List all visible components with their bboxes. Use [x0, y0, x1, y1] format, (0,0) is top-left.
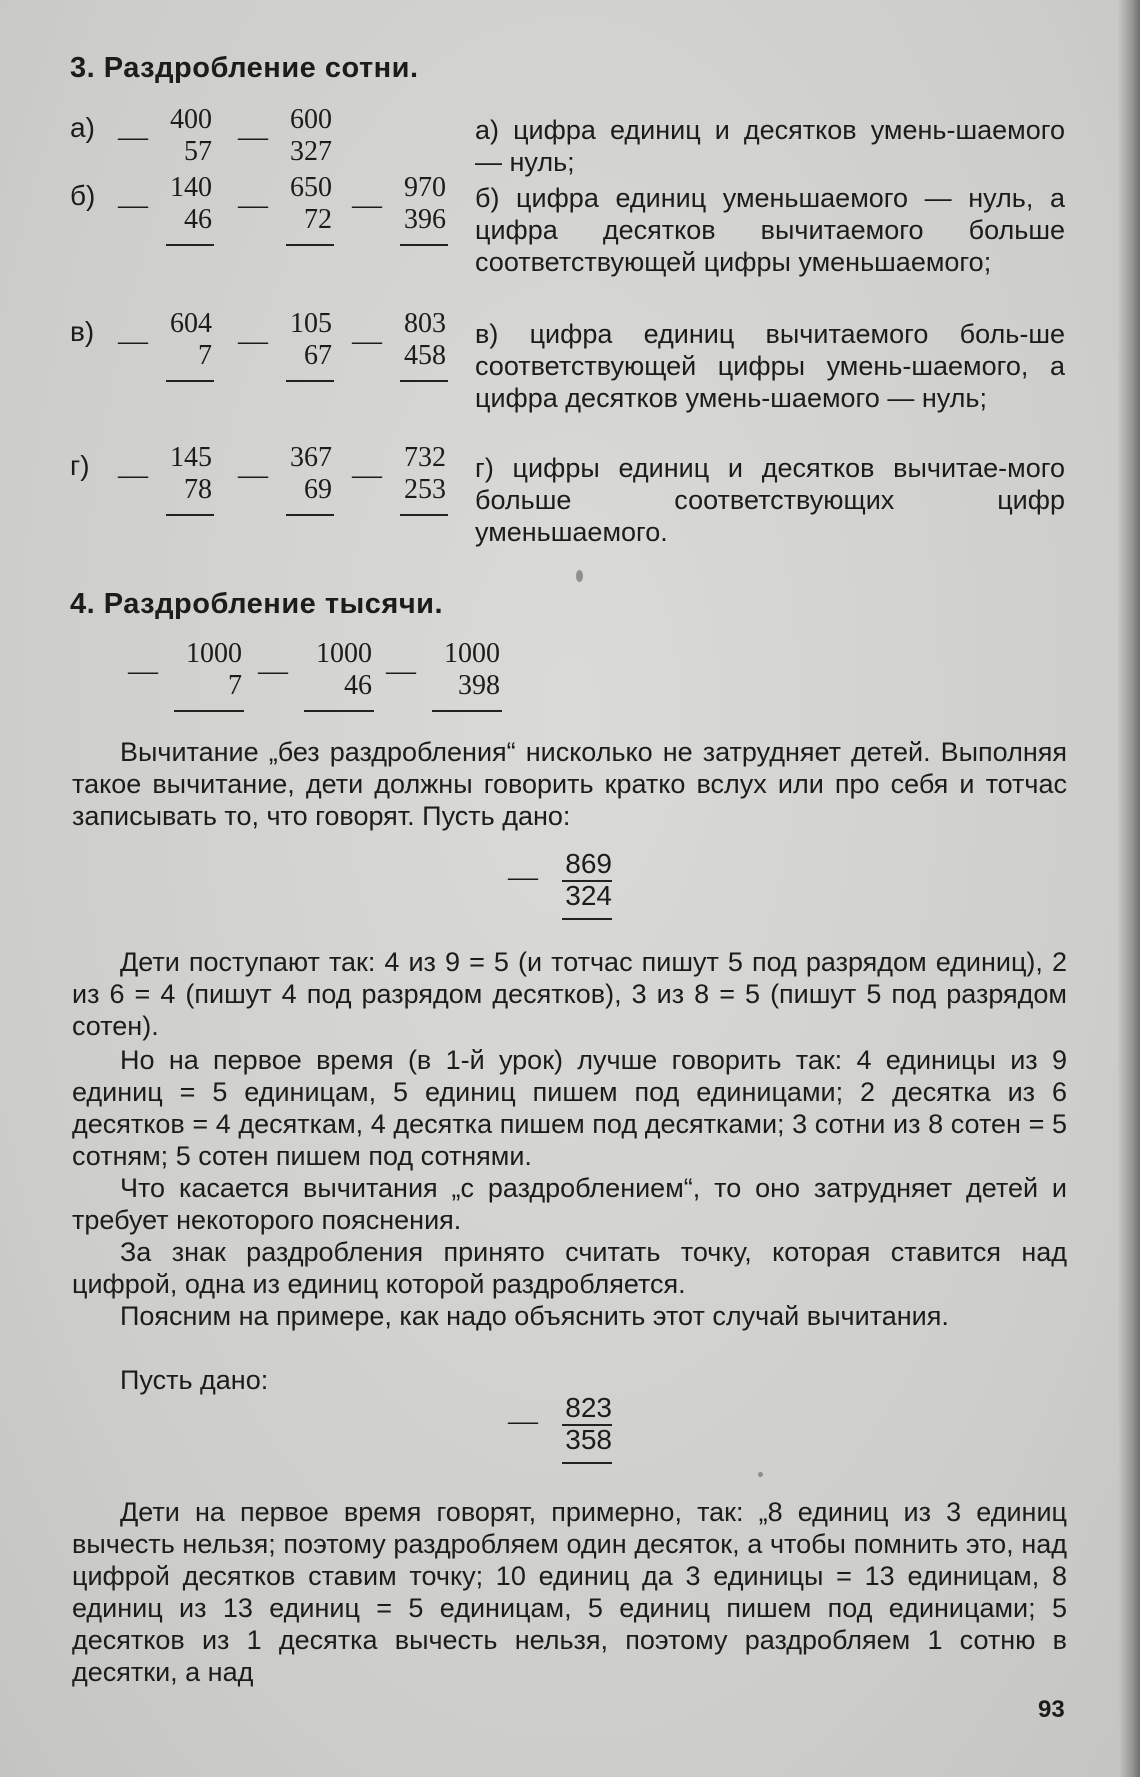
description-b: б) цифра единиц уменьшаемого — нуль, а цифра десятков вычитаемого больше соответствующей цифры уменьшаемого; — [475, 183, 1065, 277]
paragraph-4: Что касается вычитания „с раздроблением“, то оно затрудняет детей и требует некоторого пояснения. — [72, 1173, 1067, 1235]
section-3-title: 3. Раздробление сотни. — [70, 52, 419, 84]
problem-v3: — 803 458 — [352, 310, 452, 400]
description-a: а) цифра единиц и десятков умень-шаемого — нуль; — [475, 115, 1065, 177]
problem-b2: — 650 72 — [238, 174, 338, 264]
problem-g3: — 732 253 — [352, 444, 452, 534]
ink-dot — [758, 1472, 763, 1477]
paragraph-8: Дети на первое время говорят, примерно, так: „8 единиц из 3 единиц вычесть нельзя; поэтому раздробляем один десяток, а чтобы помнить это, над цифрой десятков ставим точку; 10 единиц да 3 единицы = 13 единицам, 8 единиц из 13 единиц = 5 единицам, 5 единиц пишем под единицами; 5 десятков из 1 десятка вычесть нельзя, поэтому раздробляем 1 сотню в десятки, а над — [72, 1497, 1067, 1687]
row-label-g: г) — [70, 450, 90, 481]
row-label-b: б) — [70, 180, 96, 211]
section-4-title: 4. Раздробление тысячи. — [70, 588, 444, 620]
description-g: г) цифры единиц и десятков вычитае-мого больше соответствующих цифр уменьшаемого. — [475, 453, 1065, 547]
page-number: 93 — [1038, 1696, 1065, 1723]
page-edge-shadow — [1118, 0, 1140, 1777]
problem-a1: — 400 57 — [118, 104, 212, 167]
paragraph-7: Пусть дано: — [120, 1365, 269, 1395]
problem-v1: — 604 7 — [118, 310, 218, 400]
description-v: в) цифра единиц вычитаемого боль-ше соответствующей цифры умень-шаемого, а цифра десятков умень-шаемого — нуль; — [475, 319, 1065, 413]
row-label-a: а) — [70, 112, 95, 143]
paragraph-6: Поясним на примере, как надо объяснить этот случай вычитания. — [120, 1301, 949, 1331]
problem-b3: — 970 396 — [352, 174, 452, 264]
problem-v2: — 105 67 — [238, 310, 338, 400]
row-label-v: в) — [70, 316, 95, 347]
example-823-358: — 823 358 — [502, 1392, 612, 1492]
problem-a2: — 600 327 — [238, 104, 332, 167]
paragraph-1: Вычитание „без раздробления“ нисколько не затрудняет детей. Выполняя такое вычитание, дети должны говорить кратко вслух или про себя и тотчас записывать то, что говорят. Пусть дано: — [72, 737, 1067, 831]
problem-1000-3: — 1000 398 — [386, 640, 506, 730]
problem-1000-1: — 1000 7 — [128, 640, 248, 730]
problem-b1: — 140 46 — [118, 174, 218, 264]
problem-g1: — 145 78 — [118, 444, 218, 534]
problem-g2: — 367 69 — [238, 444, 338, 534]
ink-smudge — [576, 570, 583, 582]
paragraph-2: Дети поступают так: 4 из 9 = 5 (и тотчас пишут 5 под разрядом единиц), 2 из 6 = 4 (пишут 4 под разрядом десятков), 3 из 8 = 5 (пишут 5 под разрядом сотен). — [72, 947, 1067, 1041]
example-869-324: — 869 324 — [502, 848, 612, 948]
paragraph-5: За знак раздробления принято считать точку, которая ставится над цифрой, одна из единиц которой раздробляется. — [72, 1237, 1067, 1299]
paragraph-3: Но на первое время (в 1-й урок) лучше говорить так: 4 единицы из 9 единиц = 5 единицам, 5 единиц пишем под единицами; 2 десятка из 6 десятков = 4 десяткам, 4 десятка пишем под десятками; 3 сотни из 8 сотен = 5 сотням; 5 сотен пишем под сотнями. — [72, 1045, 1067, 1171]
problem-1000-2: — 1000 46 — [258, 640, 378, 730]
